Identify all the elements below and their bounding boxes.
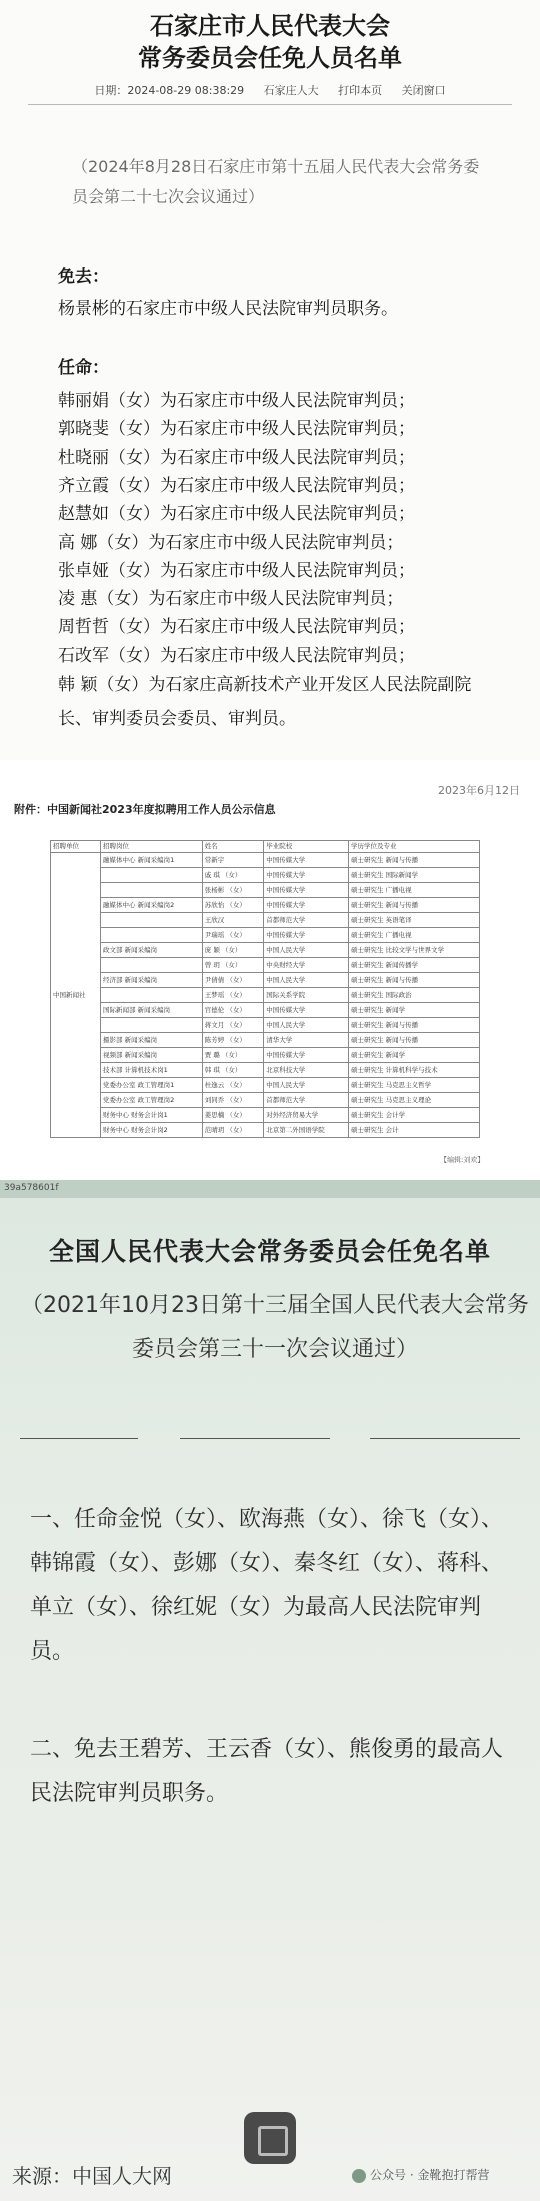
- appointment-item: 杜晓丽（女）为石家庄市中级人民法院审判员；: [58, 447, 415, 468]
- cell-name: 姜思楠 （女）: [202, 1108, 264, 1123]
- cell-name: 刘同乔 （女）: [202, 1093, 264, 1108]
- cell-school: 中国传媒大学: [264, 883, 349, 898]
- cell-school: 北京科技大学: [264, 1063, 349, 1078]
- cell-school: 中国传媒大学: [264, 868, 349, 883]
- table-row: [51, 1063, 480, 1078]
- col-unit: 招聘单位: [51, 841, 101, 853]
- cell-name: 贾 璐 （女）: [202, 1048, 264, 1063]
- cell-post: 技术部 计算机技术岗1: [101, 1063, 203, 1078]
- cell-post: 党委办公室 政工管理岗1: [101, 1078, 203, 1093]
- appointment-item: 郭晓斐（女）为石家庄市中级人民法院审判员；: [58, 419, 415, 440]
- close-window-link[interactable]: 关闭窗口: [401, 84, 446, 97]
- cell-post: 视频部 新闻采编岗: [101, 1048, 203, 1063]
- cell-degree: 硕士研究生 国际政治: [349, 988, 480, 1003]
- cell-name: 尹瑞瑶 （女）: [202, 928, 264, 943]
- cell-post: 摄影部 新闻采编岗: [101, 1033, 203, 1048]
- notice-meta-bar: [0, 82, 540, 98]
- cell-degree: 硕士研究生 计算机科学与技术: [349, 1063, 480, 1078]
- table-row: [51, 1078, 480, 1093]
- cell-school: 中国传媒大学: [264, 1048, 349, 1063]
- cell-name: 苏欣怡 （女）: [202, 898, 264, 913]
- cell-post: 党委办公室 政工管理岗2: [101, 1093, 203, 1108]
- cell-degree: 硕士研究生 英语笔译: [349, 913, 480, 928]
- cell-name: 范晴玥 （女）: [202, 1123, 264, 1138]
- session-note: （2024年8月28日石家庄市第十五届人民代表大会常务委员会第二十七次会议通过）: [72, 157, 480, 206]
- table-row: [51, 1093, 480, 1108]
- cell-name: 庞 颖 （女）: [202, 943, 264, 958]
- table-row: [51, 1033, 480, 1048]
- editor-credit: 【编辑:刘欢】: [440, 1156, 485, 1164]
- photo-top-strip: [0, 1180, 540, 1198]
- cell-school: 首都师范大学: [264, 913, 349, 928]
- cell-school: 中国人民大学: [264, 973, 349, 988]
- table-row: [51, 1003, 480, 1018]
- dash-middle: [180, 1438, 330, 1439]
- table-row: [51, 958, 480, 973]
- notice-source: 石家庄人大: [263, 84, 319, 97]
- sticker-icon: [244, 2112, 296, 2164]
- notice-title-line2: 常务委员会任免人员名单: [138, 44, 402, 72]
- cell-degree: 硕士研究生 比较文学与世界文学: [349, 943, 480, 958]
- last-appointment: 韩 颖（女）为石家庄高新技术产业开发区人民法院副院长、审判委员会委员、审判员。: [58, 675, 472, 729]
- cell-post: [101, 868, 203, 883]
- print-page-link[interactable]: 打印本页: [338, 84, 383, 97]
- appointment-item: 赵慧如（女）为石家庄市中级人民法院审判员；: [58, 504, 415, 525]
- cell-name: 韩 琪 （女）: [202, 1063, 264, 1078]
- divider: [28, 104, 512, 105]
- table-row: [51, 853, 480, 868]
- removal-line: 杨景彬的石家庄市中级人民法院审判员职务。: [58, 299, 398, 319]
- table-row: [51, 898, 480, 913]
- cell-name: 常新宇: [202, 853, 264, 868]
- cell-post: [101, 913, 203, 928]
- cell-degree: 硕士研究生 广播电视: [349, 928, 480, 943]
- cell-school: 中国传媒大学: [264, 898, 349, 913]
- table-row: [51, 973, 480, 988]
- cell-post: [101, 988, 203, 1003]
- cell-name: 戚 琪 （女）: [202, 868, 264, 883]
- cell-school: 清华大学: [264, 1033, 349, 1048]
- removal-heading: 免去：: [58, 267, 109, 287]
- cell-post: 国际新闻部 新闻采编岗: [101, 1003, 203, 1018]
- dash-right: [370, 1438, 520, 1439]
- annex-caption: 附件：中国新闻社2023年度拟聘用工作人员公示信息: [14, 803, 276, 816]
- npc-source: 来源：中国人大网: [12, 2164, 172, 2188]
- table-row: [51, 943, 480, 958]
- cell-name: 蒋文月 （女）: [202, 1018, 264, 1033]
- cns-announcement: [0, 760, 540, 1180]
- cell-name: 曾 玥 （女）: [202, 958, 264, 973]
- table-row: [51, 868, 480, 883]
- annex-table: [50, 840, 480, 1138]
- npc-title: 全国人民代表大会常务委员会任免名单: [48, 1237, 491, 1266]
- photo-tag: 39a578601f: [4, 1183, 59, 1193]
- cell-school: 北京第二外国语学院: [264, 1123, 349, 1138]
- appointment-item: 齐立霞（女）为石家庄市中级人民法院审判员；: [58, 475, 415, 496]
- cell-post: 经济部 新闻采编岗: [101, 973, 203, 988]
- cell-degree: 硕士研究生 新闻学: [349, 1003, 480, 1018]
- cell-name: 尹倩倩 （女）: [202, 973, 264, 988]
- cell-post: 融媒体中心 新闻采编岗2: [101, 898, 203, 913]
- wechat-icon: [352, 2169, 366, 2183]
- cell-degree: 硕士研究生 马克思主义哲学: [349, 1078, 480, 1093]
- table-row: [51, 883, 480, 898]
- cell-degree: 硕士研究生 新闻与传播: [349, 1018, 480, 1033]
- cell-degree: 硕士研究生 新闻学: [349, 1048, 480, 1063]
- appointment-heading: 任命：: [58, 358, 109, 378]
- cell-post: 政文部 新闻采编岗: [101, 943, 203, 958]
- table-row: [51, 1123, 480, 1138]
- cell-school: 对外经济贸易大学: [264, 1108, 349, 1123]
- cell-school: 中国人民大学: [264, 1078, 349, 1093]
- appointment-item: 周哲哲（女）为石家庄市中级人民法院审判员；: [58, 617, 415, 638]
- cell-school: 中国人民大学: [264, 1018, 349, 1033]
- cell-degree: 硕士研究生 广播电视: [349, 883, 480, 898]
- appointment-item: 凌 惠（女）为石家庄市中级人民法院审判员；: [58, 589, 404, 610]
- cell-degree: 硕士研究生 新闻与传播: [349, 973, 480, 988]
- cell-name: 张杨彬 （女）: [202, 883, 264, 898]
- cell-degree: 硕士研究生 新闻与传播: [349, 1033, 480, 1048]
- cell-degree: 硕士研究生 会计学: [349, 1108, 480, 1123]
- cell-school: 中央财经大学: [264, 958, 349, 973]
- table-row: [51, 928, 480, 943]
- col-name: 姓名: [202, 841, 264, 853]
- cell-unit: 中国新闻社: [51, 853, 101, 1138]
- appointment-item: 张卓娅（女）为石家庄市中级人民法院审判员；: [58, 560, 415, 581]
- cell-school: 中国传媒大学: [264, 1003, 349, 1018]
- npc-session-note: （2021年10月23日第十三届全国人民代表大会常务委员会第三十一次会议通过）: [21, 1293, 529, 1362]
- shijiazhuang-notice: [0, 0, 540, 760]
- npc-notice-photo: [0, 1180, 540, 2201]
- appointment-item: 韩丽娟（女）为石家庄市中级人民法院审判员；: [58, 391, 415, 411]
- table-row: [51, 913, 480, 928]
- table-row: [51, 1018, 480, 1033]
- appointment-item: 高 娜（女）为石家庄市中级人民法院审判员；: [58, 532, 404, 553]
- cell-degree: 硕士研究生 新闻与传播: [349, 898, 480, 913]
- table-header-row: [51, 841, 480, 853]
- cell-post: [101, 928, 203, 943]
- cell-school: 中国传媒大学: [264, 928, 349, 943]
- cell-degree: 硕士研究生 国际新闻学: [349, 868, 480, 883]
- table-row: [51, 1108, 480, 1123]
- cell-post: [101, 883, 203, 898]
- cell-post: 融媒体中心 新闻采编岗1: [101, 853, 203, 868]
- npc-item-2: 二、免去王碧芳、王云香（女）、熊俊勇的最高人民法院审判员职务。: [30, 1737, 504, 1806]
- announcement-date: 2023年6月12日: [438, 784, 520, 797]
- cell-name: 陈芳婷 （女）: [202, 1033, 264, 1048]
- wechat-watermark: [352, 2166, 489, 2183]
- cell-post: [101, 1018, 203, 1033]
- cell-degree: 硕士研究生 新闻传播学: [349, 958, 480, 973]
- cell-degree: 硕士研究生 新闻与传播: [349, 853, 480, 868]
- table-row: [51, 1048, 480, 1063]
- notice-date: 日期：2024-08-29 08:38:29: [94, 84, 245, 97]
- cell-school: 中国传媒大学: [264, 853, 349, 868]
- cell-post: 财务中心 财务会计岗2: [101, 1123, 203, 1138]
- appointment-item: 石改军（女）为石家庄市中级人民法院审判员；: [58, 645, 415, 666]
- notice-title-line1: 石家庄市人民代表大会: [150, 12, 390, 40]
- table-row: [51, 988, 480, 1003]
- cell-post: [101, 958, 203, 973]
- cell-school: 国际关系学院: [264, 988, 349, 1003]
- wechat-label: 公众号 · 金靴抱打帮营: [370, 2168, 490, 2182]
- cell-name: 杜逸云 （女）: [202, 1078, 264, 1093]
- cell-degree: 硕士研究生 马克思主义理论: [349, 1093, 480, 1108]
- dash-left: [20, 1438, 138, 1439]
- cell-name: 王欣汉: [202, 913, 264, 928]
- col-post: 招聘岗位: [101, 841, 203, 853]
- col-school: 毕业院校: [264, 841, 349, 853]
- cell-degree: 硕士研究生 会计: [349, 1123, 480, 1138]
- cell-school: 中国人民大学: [264, 943, 349, 958]
- cell-name: 官德伦 （女）: [202, 1003, 264, 1018]
- cell-name: 王梦瑶 （女）: [202, 988, 264, 1003]
- npc-item-1: 一、任命金悦（女）、欧海燕（女）、徐飞（女）、韩锦霞（女）、彭娜（女）、秦冬红（女）、蒋科、单立（女）、徐红妮（女）为最高人民法院审判员。: [30, 1507, 504, 1664]
- col-degree: 学历学位及专业: [349, 841, 480, 853]
- cell-post: 财务中心 财务会计岗1: [101, 1108, 203, 1123]
- cell-school: 首都师范大学: [264, 1093, 349, 1108]
